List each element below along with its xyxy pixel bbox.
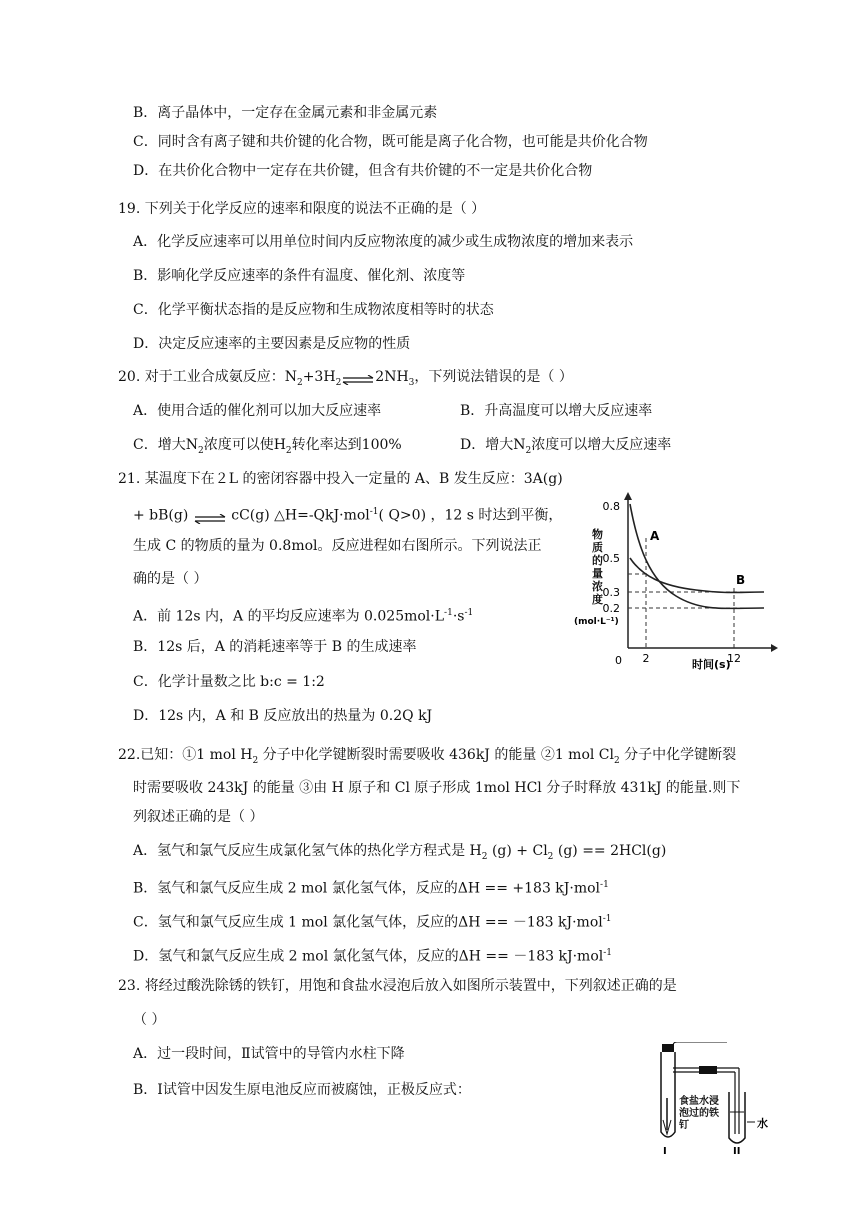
q19-option-c: C．化学平衡状态指的是反应物和生成物浓度相等时的状态 xyxy=(133,302,494,318)
nail-label: 食盐水浸泡过的铁钉 xyxy=(679,1096,719,1131)
q22-option-c: C．氢气和氯气反应生成 1 mol 氯化氢气体，反应的ΔH == －183 kJ·mol$^{-1}$ xyxy=(133,914,612,931)
q20-option-c: C．增大$N_2$浓度可以使$H_2$转化率达到100% xyxy=(133,437,402,456)
y-axis-unit: (mol·L⁻¹) xyxy=(574,617,619,627)
x-tick-2: 2 xyxy=(642,652,650,665)
question-19-stem: 19. 下列关于化学反应的速率和限度的说法不正确的是（ ） xyxy=(118,201,486,217)
question-21-stem-line2: + bB(g) cC(g) △H=-QkJ·mol$^{-1}$( Q>0) ，12 s 时达到平衡， xyxy=(133,507,563,524)
question-23-paren: （ ） xyxy=(133,1012,166,1028)
question-21-stem-line3: 生成 C 的物质的量为 0.8mol。反应进程如右图所示。下列说法正 xyxy=(133,538,542,554)
question-22-line1: 22.已知：①1 mol $H_2$ 分子中化学键断裂时需要吸收 436kJ 的能量 ②1 mol $Cl_2$ 分子中化学键断裂 xyxy=(118,747,737,766)
q22-option-b: B．氢气和氯气反应生成 2 mol 氯化氢气体，反应的ΔH == +183 kJ·mol$^{-1}$ xyxy=(133,880,609,897)
q19-option-b: B．影响化学反应速率的条件有温度、催化剂、浓度等 xyxy=(133,268,466,284)
x-axis-label: 时间(s) xyxy=(692,658,731,671)
q20-option-b: B．升高温度可以增大反应速率 xyxy=(460,403,653,419)
q20-option-d: D．增大$N_2$浓度可以增大反应速率 xyxy=(460,437,672,456)
series-label-a: A xyxy=(650,529,660,543)
q21-option-b: B．12s 后，A 的消耗速率等于 B 的生成速率 xyxy=(133,639,417,655)
apparatus-figure xyxy=(655,1042,785,1156)
y-tick-0-8: 0.8 xyxy=(602,500,620,513)
question-21-stem-line1: 21. 某温度下在２L 的密闭容器中投入一定量的 A、B 发生反应：3A(g) xyxy=(118,471,563,487)
y-tick-0-5: 0.5 xyxy=(602,552,620,565)
question-21-stem-line4: 确的是（ ） xyxy=(133,571,208,587)
q21-option-d: D．12s 内，A 和 B 反应放出的热量为 0.2Q kJ xyxy=(133,708,433,724)
q22-option-d: D．氢气和氯气反应生成 2 mol 氯化氢气体，反应的ΔH == －183 kJ·mol$^{-1}$ xyxy=(133,948,613,965)
q21-option-a: A．前 12s 内，A 的平均反应速率为 $0.025mol\cdot L^{-1}\cdot s^{-1}$ xyxy=(133,608,474,625)
y-axis-label: 物质的量浓度 xyxy=(592,528,603,606)
q19-option-d: D．决定反应速率的主要因素是反应物的性质 xyxy=(133,336,411,352)
concentration-time-graph xyxy=(566,488,780,674)
q22-option-a: A．氢气和氯气反应生成氯化氢气体的热化学方程式是 $H_2$ $(g) + Cl_2$ (g) == 2HCl(g) xyxy=(133,843,667,862)
equilibrium-arrow-icon xyxy=(193,511,227,521)
y-tick-0-3: 0.3 xyxy=(602,586,620,599)
question-22-line3: 列叙述正确的是（ ） xyxy=(133,809,264,825)
y-tick-0-2: 0.2 xyxy=(602,602,620,615)
tube-i-label: I xyxy=(663,1146,667,1156)
q23-option-a: A．过一段时间，Ⅱ试管中的导管内水柱下降 xyxy=(133,1046,405,1062)
question-22-line2: 时需要吸收 243kJ 的能量 ③由 H 原子和 Cl 原子形成 1mol HCl 分子时释放 431kJ 的能量.则下 xyxy=(133,780,741,796)
x-tick-0: 0 xyxy=(615,654,622,667)
q23-option-b: B．Ⅰ试管中因发生原电池反应而被腐蚀，正极反应式： xyxy=(133,1082,471,1098)
tube-ii-label: II xyxy=(733,1146,741,1156)
x-tick-12: 12 xyxy=(727,652,741,665)
option-c: C．同时含有离子键和共价键的化合物，既可能是离子化合物，也可能是共价化合物 xyxy=(133,134,648,150)
q21-option-c: C．化学计量数之比 b:c = 1:2 xyxy=(133,674,325,690)
series-label-b: B xyxy=(736,573,746,587)
q20-option-a: A．使用合适的催化剂可以加大反应速率 xyxy=(133,403,382,419)
option-d: D．在共价化合物中一定存在共价键，但含有共价键的不一定是共价化合物 xyxy=(133,163,593,179)
water-label: 水 xyxy=(757,1117,768,1130)
q19-option-a: A．化学反应速率可以用单位时间内反应物浓度的减少或生成物浓度的增加来表示 xyxy=(133,234,634,250)
option-b: B．离子晶体中，一定存在金属元素和非金属元素 xyxy=(133,105,438,121)
question-20-stem: 20. 对于工业合成氨反应：$N_2+3H_2$ $2NH_3$，下列说法错误的是（ ） xyxy=(118,369,573,388)
equilibrium-arrow-icon xyxy=(341,372,375,382)
question-23-stem: 23. 将经过酸洗除锈的铁钉，用饱和食盐水浸泡后放入如图所示装置中，下列叙述正确的是 xyxy=(118,978,677,994)
